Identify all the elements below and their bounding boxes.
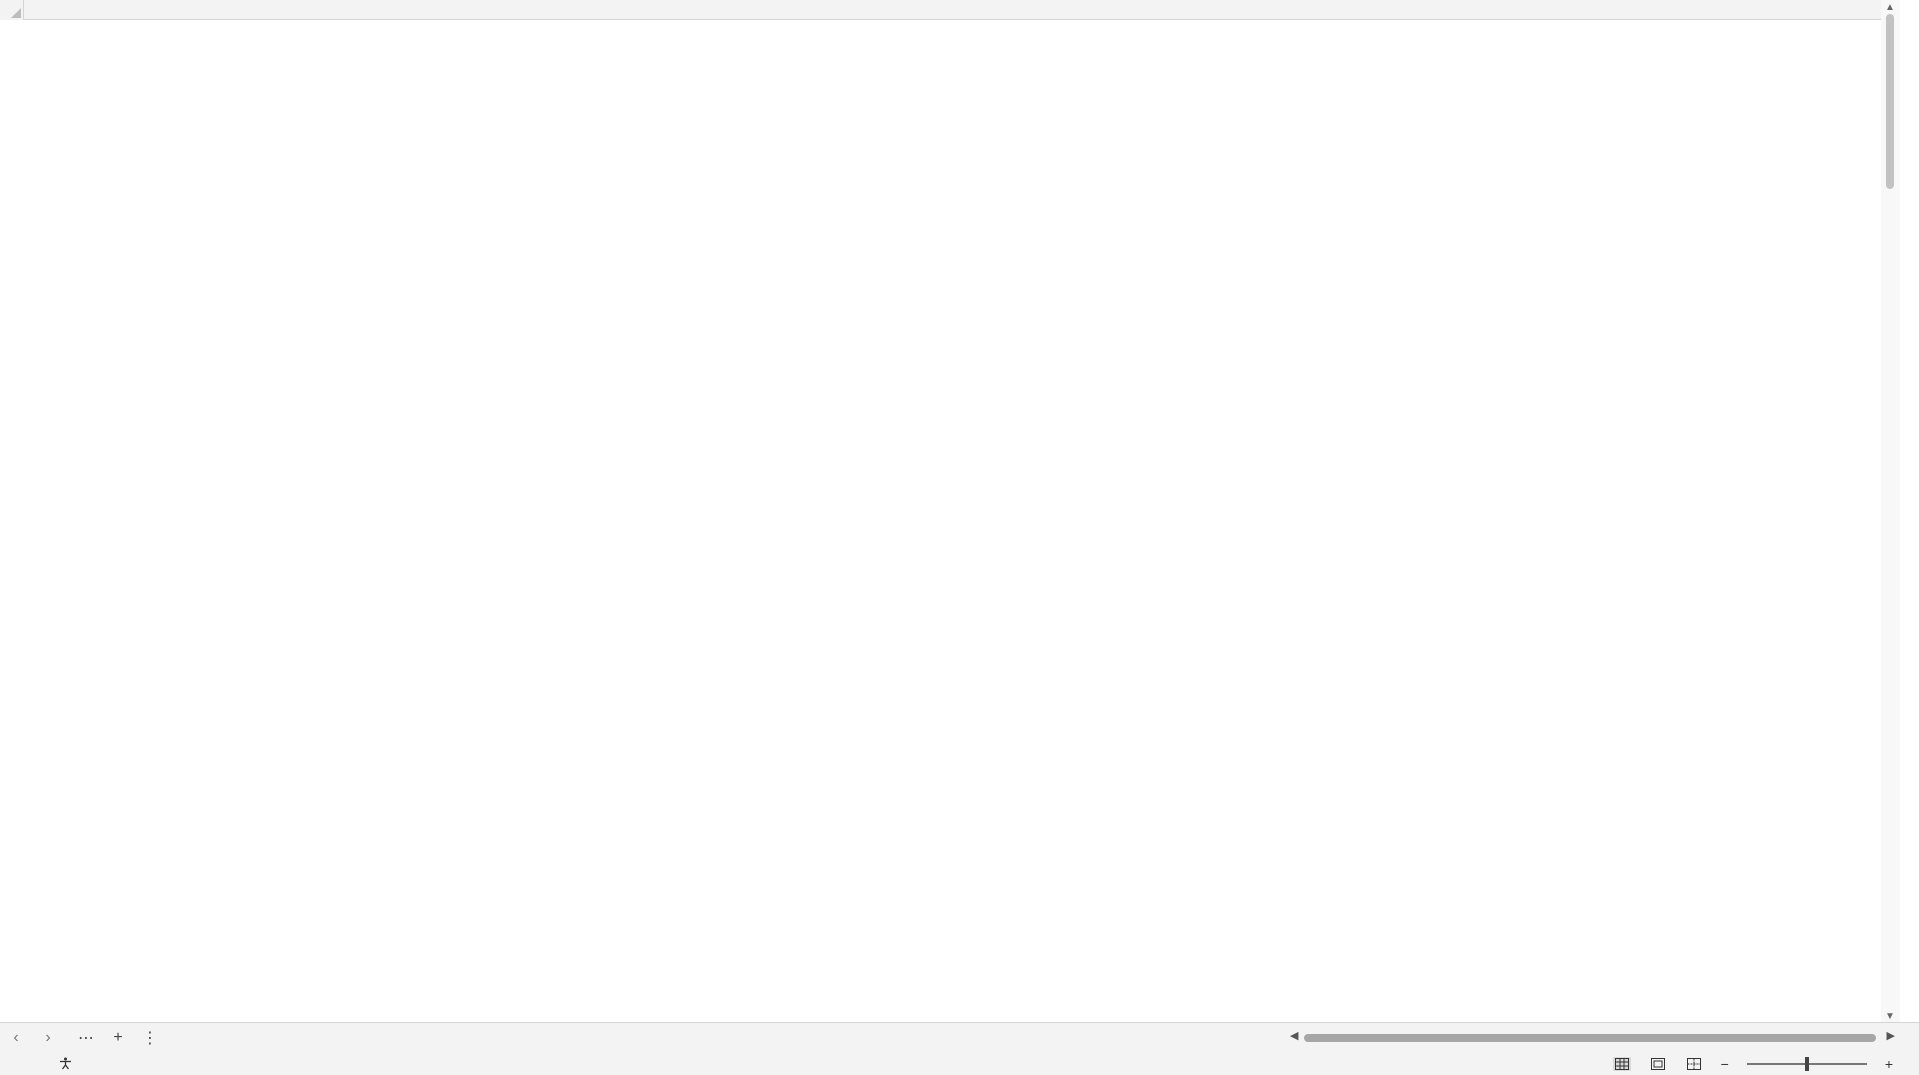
scroll-down-icon[interactable]: ▼ (1885, 1011, 1895, 1022)
tab-options-icon[interactable]: ⋮ (142, 1029, 158, 1047)
select-all-corner[interactable] (0, 0, 24, 20)
column-header-row (0, 0, 1900, 20)
zoom-slider[interactable] (1747, 1063, 1867, 1065)
accessibility-status[interactable] (59, 1057, 77, 1070)
tab-prev-icon[interactable]: ‹ (13, 1028, 19, 1046)
vertical-scrollbar[interactable] (1881, 0, 1900, 1022)
page-break-view-icon[interactable] (1685, 1057, 1703, 1071)
scroll-left-icon[interactable]: ◀ (1290, 1030, 1299, 1042)
tab-next-icon[interactable]: › (45, 1028, 51, 1046)
horizontal-scrollbar[interactable] (1290, 1029, 1895, 1047)
horizontal-scroll-thumb[interactable] (1304, 1034, 1876, 1042)
accessibility-icon (59, 1057, 72, 1070)
vertical-scroll-thumb[interactable] (1886, 14, 1894, 189)
status-bar (0, 1052, 1919, 1075)
more-sheets-icon[interactable]: ⋯ (78, 1029, 94, 1047)
zoom-out-icon[interactable]: − (1720, 1055, 1729, 1072)
scroll-right-icon[interactable]: ▶ (1886, 1030, 1895, 1042)
add-sheet-icon[interactable]: + (113, 1028, 123, 1046)
page-layout-view-icon[interactable] (1649, 1057, 1667, 1071)
normal-view-icon[interactable] (1613, 1057, 1631, 1071)
scroll-up-icon[interactable]: ▲ (1885, 2, 1895, 13)
sheet-tab-bar (0, 1022, 1919, 1052)
zoom-in-icon[interactable]: + (1884, 1055, 1893, 1072)
